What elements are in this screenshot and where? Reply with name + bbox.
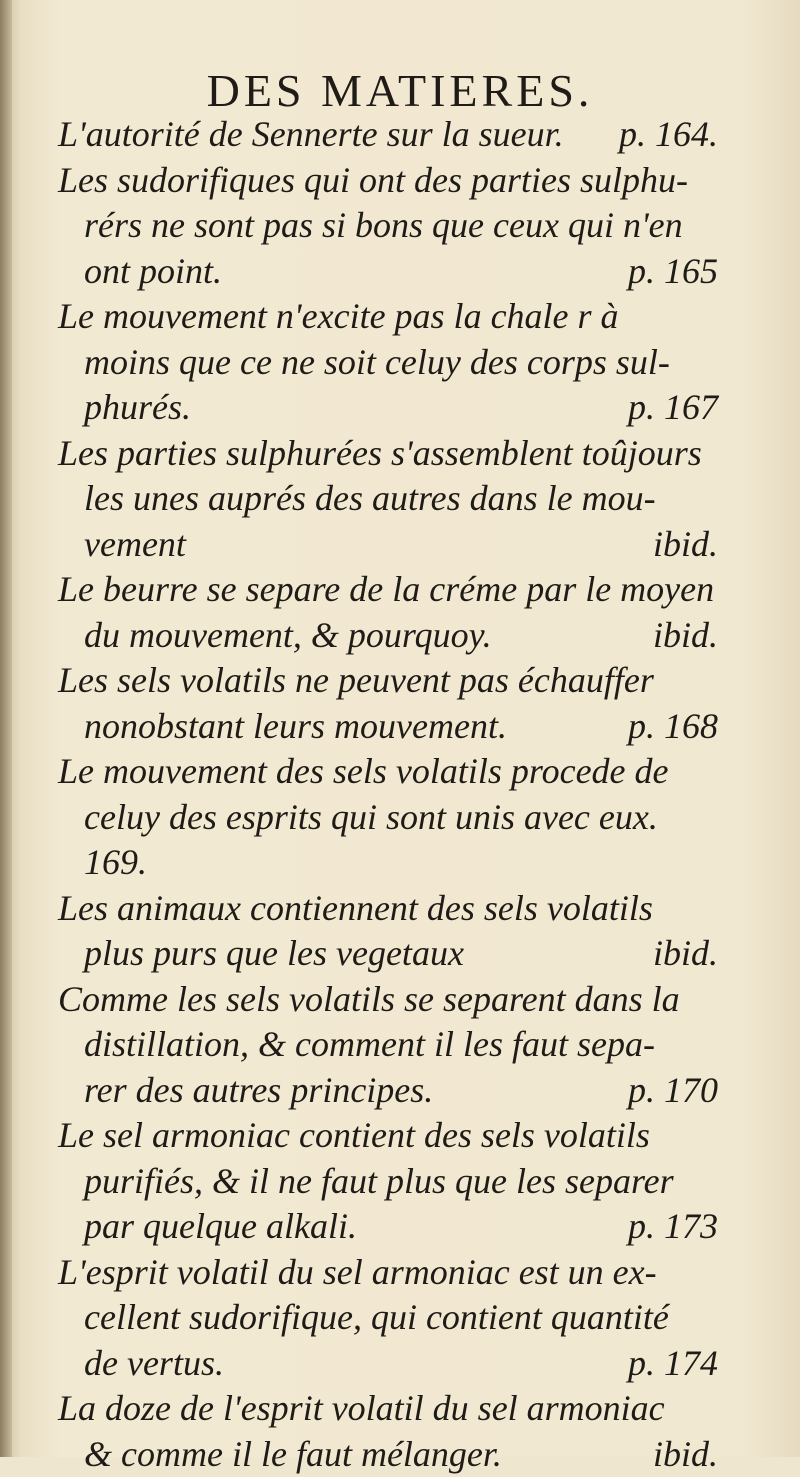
entry-line: 169.	[58, 840, 147, 886]
page-reference: p. 167	[628, 385, 718, 431]
index-entry	[58, 1386, 718, 1477]
entry-line: L'esprit volatil du sel armoniac est un ex-	[58, 1250, 718, 1296]
index-entry	[58, 1250, 718, 1387]
entry-last-row	[58, 112, 718, 158]
entry-line: moins que ce ne soit celuy des corps sul-	[58, 340, 718, 386]
entry-line: Les animaux contiennent des sels volatils	[58, 886, 718, 932]
page-reference: p. 174	[628, 1341, 718, 1387]
entry-last-row	[58, 385, 718, 431]
entry-line: du mouvement, & pourquoy.	[58, 613, 492, 659]
page-reference: p. 168	[628, 704, 718, 750]
index-entry	[58, 158, 718, 295]
entry-last-row	[58, 522, 718, 568]
entry-line: phurés.	[58, 385, 191, 431]
index-entry	[58, 977, 718, 1114]
index-entry	[58, 431, 718, 568]
entry-line: plus purs que les vegetaux	[58, 931, 464, 977]
entry-line: Le sel armoniac contient des sels volatils	[58, 1113, 718, 1159]
entry-line: rer des autres principes.	[58, 1068, 433, 1114]
index-entries	[58, 112, 718, 1477]
entry-line: par quelque alkali.	[58, 1204, 357, 1250]
page-heading: DES MATIERES.	[0, 64, 800, 117]
entry-last-row	[58, 249, 718, 295]
entry-line: cellent sudorifique, qui contient quantité	[58, 1295, 718, 1341]
entry-line: Les parties sulphurées s'assemblent toûjours	[58, 431, 718, 477]
entry-line: celuy des esprits qui sont unis avec eux.	[58, 795, 718, 841]
page-reference: ibid.	[653, 931, 718, 977]
entry-last-row	[58, 613, 718, 659]
page-reference: ibid.	[653, 613, 718, 659]
page-reference: ibid.	[653, 522, 718, 568]
entry-line: purifiés, & il ne faut plus que les separer	[58, 1159, 718, 1205]
page-reference: p. 164.	[619, 112, 718, 158]
entry-last-row	[58, 1204, 718, 1250]
entry-last-row	[58, 1341, 718, 1387]
page-reference: p. 173	[628, 1204, 718, 1250]
page-gutter-shadow	[0, 0, 12, 1457]
entry-line: les unes auprés des autres dans le mou-	[58, 476, 718, 522]
entry-line: La doze de l'esprit volatil du sel armoniac	[58, 1386, 718, 1432]
entry-last-row	[58, 931, 718, 977]
page-reference: p. 165	[628, 249, 718, 295]
entry-line: Le mouvement n'excite pas la chale r à	[58, 294, 718, 340]
entry-last-row	[58, 840, 718, 886]
entry-last-row	[58, 1068, 718, 1114]
entry-line: rérs ne sont pas si bons que ceux qui n'en	[58, 203, 718, 249]
index-entry	[58, 294, 718, 431]
index-entry	[58, 658, 718, 749]
entry-line: Comme les sels volatils se separent dans la	[58, 977, 718, 1023]
entry-line: de vertus.	[58, 1341, 224, 1387]
entry-line: & comme il le faut mélanger.	[58, 1432, 502, 1477]
entry-line: ont point.	[58, 249, 222, 295]
entry-last-row	[58, 704, 718, 750]
entry-line: Les sels volatils ne peuvent pas échauffer	[58, 658, 718, 704]
entry-line: Le mouvement des sels volatils procede de	[58, 749, 718, 795]
entry-last-row	[58, 1432, 718, 1477]
index-entry	[58, 886, 718, 977]
entry-line: nonobstant leurs mouvement.	[58, 704, 507, 750]
entry-line: vement	[58, 522, 186, 568]
page-reference: ibid.	[653, 1432, 718, 1477]
page-reference: p. 170	[628, 1068, 718, 1114]
index-entry	[58, 567, 718, 658]
entry-line: L'autorité de Sennerte sur la sueur.	[58, 112, 564, 158]
index-entry	[58, 112, 718, 158]
entry-line: Le beurre se separe de la créme par le moyen	[58, 567, 718, 613]
index-entry	[58, 749, 718, 886]
entry-line: Les sudorifiques qui ont des parties sulphu-	[58, 158, 718, 204]
entry-line: distillation, & comment il les faut sepa-	[58, 1022, 718, 1068]
index-entry	[58, 1113, 718, 1250]
